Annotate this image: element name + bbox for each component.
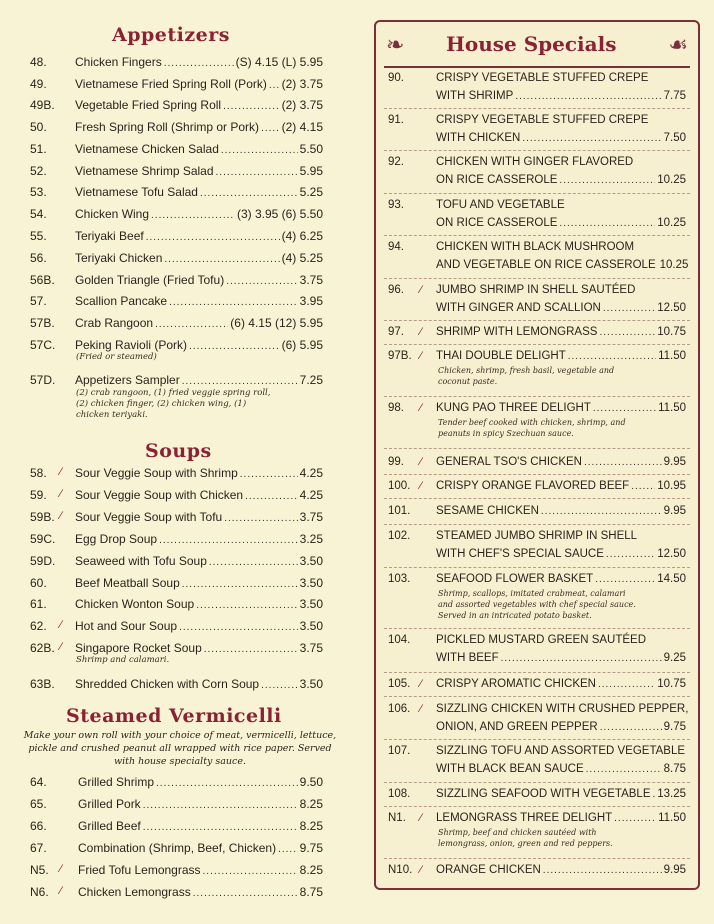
pepper-icon: ∕ bbox=[420, 402, 422, 414]
pepper-icon: ∕ bbox=[420, 812, 422, 824]
pepper-icon: ∕ bbox=[60, 466, 62, 478]
house-specials-panel: ❧ House Specials ☙ 90. CRISPY VEGETABLE STUFFED CREPE WITH SHRIMP ..... 7.75 91. CRISPY VEGETABLE STUFFED CREPE WITH CHICKEN ..... 7.50 92. CHICKEN WITH GINGER FLAVORED ON RICE CASSEROLE ..... 10.25 93. TOFU AND VEGETABLE ON RICE CASSEROLE ..... 10.25 94. CHICKEN WITH BLACK MUSHROOM AND VEGETABLE ON RICE CASSEROLE 10.25 96. ∕ JUMBO SHRIMP IN SHELL SAUTÉED WITH GINGER AND SCALLION ..... 12.50 97. ∕ SHRIMP WITH LEMONGRASS ..... 10.75 97B. ∕ THAI DOUBLE DELIGHT ..... 11.50 Chicken, shrimp, fresh basil, vegetable and coconut paste. 98. ∕ KUNG PAO THREE DELIGHT ..... 11.50 Tender beef cooked with chicken, shrimp, and peanuts in spicy Szechuan sauce. 99. ∕ GENERAL TSO'S CHICKEN ..... 9.95 100. ∕ CRISPY ORANGE FLAVORED BEEF ..... 10.95 101. SESAME CHICKEN ..... 9.95 102. STEAMED JUMBO SHRIMP IN SHELL WITH CHEF'S SPECIAL SAUCE ..... 12.50 103. SEAFOOD FLOWER BASKET ..... 14.50 Shrimp, scallops, imitated crabmeat, calamari and assorted vegetables with chef special sauce. Served in an intricated potato basket. 104. PICKLED MUSTARD GREEN SAUTÉED WITH BEEF ..... 9.25 105. ∕ CRISPY AROMATIC CHICKEN ..... 10.75 106. ∕ SIZZLING CHICKEN WITH CRUSHED PEPPER, ONION, AND GREEN PEPPER ..... 9.75 107. SIZZLING TOFU AND ASSORTED VEGETABLE WITH BLACK BEAN SAUCE ..... 8.75 108. SIZZLING SEAFOOD WITH VEGETABLE ..... 13.25 N1. ∕ LEMONGRASS THREE DELIGHT ..... 11.50 Shrimp, beef and chicken sautéed with lemongrass, onion, green and red peppers. N10. ∕ ORANGE CHICKEN ..... 9.95 bbox=[374, 20, 700, 890]
pepper-icon: ∕ bbox=[420, 326, 422, 338]
left-column: Appetizers 48. Chicken Fingers ..... (S) 4.15 (L) 5.95 49. Vietnamese Fried Spring Roll (Pork) ..... (2) 3.75 49B. Vegetable Fried Spring Roll ..... (2) 3.75 50. Fresh Spring Roll (Shrimp or Pork) ..... (2) 4.15 51. Vietnamese Chicken Salad ..... 5.50 52. Vietnamese Shrimp Salad ..... 5.95 53. Vietnamese Tofu Salad ..... 5.25 54. Chicken Wing ..... (3) 3.95 (6) 5.50 55. Teriyaki Beef ..... (4) 6.25 56. Teriyaki Chicken ..... (4) 5.25 56B. Golden Triangle (Fried Tofu) ..... 3.75 57. Scallion Pancake ..... 3.95 57B. Crab Rangoon ..... (6) 4.15 (12) 5.95 57C. Peking Ravioli (Pork) ..... (6) 5.95 (Fried or steamed) 57D. Appetizers Sampler ..... 7.25 (2) crab rangoon, (1) fried veggie spring roll, (2) chicken finger, (2) chicken wing, (1) chicken teriyaki. Soups 58. ∕ Sour Veggie Soup with Shrimp ..... 4.25 59. ∕ Sour Veggie Soup with Chicken ..... 4.25 59B. ∕ Sour Veggie Soup with Tofu ..... 3.75 59C. Egg Drop Soup ..... 3.25 59D. Seaweed with Tofu Soup ..... 3.50 60. Beef Meatball Soup ..... 3.50 61. Chicken Wonton Soup ..... 3.50 62. ∕ Hot and Sour Soup ..... 3.50 62B. ∕ Singapore Rocket Soup ..... 3.75 Shrimp and calamari. 63B. Shredded Chicken with Corn Soup ..... 3.50 Steamed Vermicelli Make your own roll with your choice of meat, vermicelli, lettuce, pickle and crushed peanut all wrapped with rice paper. Served with house specialty sauce. 64. Grilled Shrimp ..... 9.50 65. Grilled Pork ..... 8.25 66. Grilled Beef ..... 8.25 67. Combination (Shrimp, Beef, Chicken) ..... 9.75 N5. ∕ Fried Tofu Lemongrass ..... 8.25 N6. ∕ Chicken Lemongrass ..... 8.75 bbox=[0, 0, 352, 924]
scroll-ornament-icon: ☙ bbox=[668, 32, 688, 57]
pepper-icon: ∕ bbox=[420, 284, 422, 296]
item-note: (Fried or steamed) bbox=[76, 352, 157, 362]
pepper-icon: ∕ bbox=[60, 641, 62, 653]
pepper-icon: ∕ bbox=[420, 678, 422, 690]
pepper-icon: ∕ bbox=[60, 885, 62, 897]
vermicelli-title: Steamed Vermicelli bbox=[66, 705, 282, 727]
pepper-icon: ∕ bbox=[60, 510, 62, 522]
item-note: Tender beef cooked with chicken, shrimp, and peanuts in spicy Szechuan sauce. bbox=[438, 418, 626, 438]
pepper-icon: ∕ bbox=[420, 864, 422, 876]
scroll-ornament-icon: ❧ bbox=[386, 32, 405, 57]
item-note: Shrimp, beef and chicken sautéed with lemongrass, onion, green and red peppers. bbox=[438, 828, 613, 848]
appetizers-title: Appetizers bbox=[112, 24, 230, 46]
pepper-icon: ∕ bbox=[60, 619, 62, 631]
item-note: Chicken, shrimp, fresh basil, vegetable and coconut paste. bbox=[438, 366, 615, 386]
item-note: Shrimp, scallops, imitated crabmeat, calamari and assorted vegetables with chef special sauce. Served in an intricated potato basket. bbox=[438, 589, 636, 620]
house-specials-header bbox=[384, 28, 690, 68]
pepper-icon: ∕ bbox=[60, 863, 62, 875]
pepper-icon: ∕ bbox=[60, 488, 62, 500]
house-specials-title: House Specials bbox=[446, 32, 617, 56]
item-note: (2) crab rangoon, (1) fried veggie spring roll, (2) chicken finger, (2) chicken wing, (1) chicken teriyaki. bbox=[76, 388, 271, 420]
soups-title: Soups bbox=[145, 440, 212, 462]
pepper-icon: ∕ bbox=[420, 703, 422, 715]
pepper-icon: ∕ bbox=[420, 350, 422, 362]
vermicelli-intro: Make your own roll with your choice of meat, vermicelli, lettuce, pickle and crushed peanut all wrapped with rice paper. Served with house specialty sauce. bbox=[23, 730, 337, 767]
pepper-icon: ∕ bbox=[420, 480, 422, 492]
item-note: Shrimp and calamari. bbox=[76, 655, 170, 665]
pepper-icon: ∕ bbox=[420, 456, 422, 468]
